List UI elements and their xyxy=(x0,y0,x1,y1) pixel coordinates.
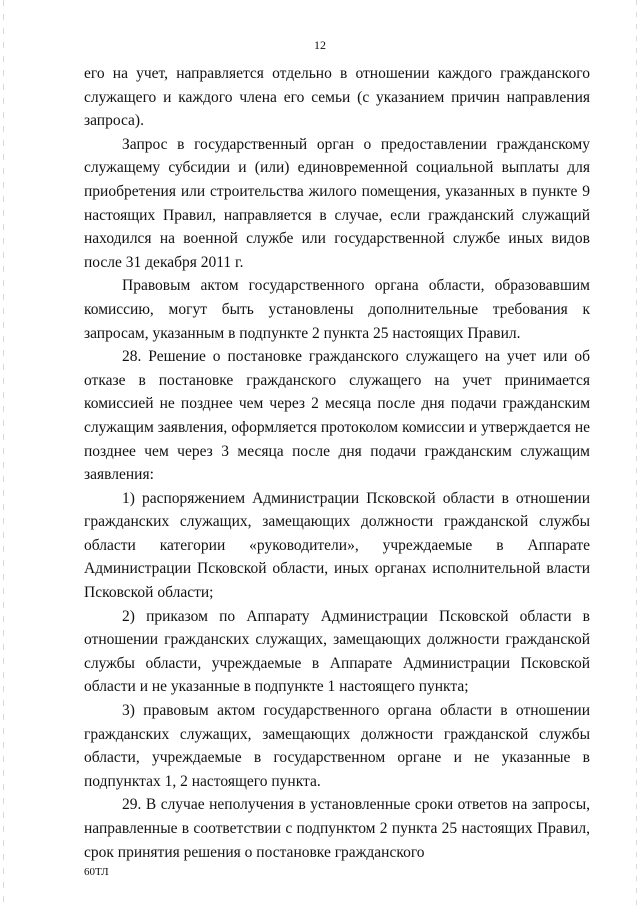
document-body xyxy=(84,62,590,864)
footer-code: 60ТЛ xyxy=(84,866,109,878)
paragraph-item-28-2: 2) приказом по Аппарату Администрации Псковской области в отношении гражданских служащих, замещающих должности гражданской службы области, учреждаемые в Аппарате Администрации Псковской области и не указанные в подпункте 1 настоящего пункта; xyxy=(84,607,590,696)
scan-edge-right xyxy=(636,0,637,905)
paragraph-item-28-1: 1) распоряжением Администрации Псковской области в отношении гражданских служащих, замещающих должности гражданской службы области категории «руководители», учреждаемые в Аппарате Администрации Псковской области, иных органах исполнительной власти Псковской области; xyxy=(84,489,590,602)
paragraph-legal-act: Правовым актом государственного органа области, образовавшим комиссию, могут быть установлены дополнительные требования к запросам, указанным в подпункте 2 пункта 25 настоящих Правил. xyxy=(84,277,590,342)
paragraph-item-28-3: 3) правовым актом государственного органа области в отношении гражданских служащих, замещающих должности гражданской службы области, учреждаемые в государственном органе и не указанные в подпунктах 1, 2 настоящего пункта. xyxy=(84,702,590,790)
paragraph-item-28: 28. Решение о постановке гражданского служащего на учет или об отказе в постановке гражданского служащего на учет принимается комиссией не позднее чем через 2 месяца после дня подачи гражданским служащим заявления, оформляется протоколом комиссии и утверждается не позднее чем через 3 месяца после дня подачи гражданским служащим заявления: xyxy=(84,348,590,484)
paragraph-item-29: 29. В случае неполучения в установленные сроки ответов на запросы, направленные в соответствии с подпунктом 2 пункта 25 настоящих Правил, срок принятия решения о постановке гражданского xyxy=(84,796,590,861)
page-number: 12 xyxy=(314,38,326,52)
paragraph-request: Запрос в государственный орган о предоставлении гражданскому служащему субсидии и (или) единовременной социальной выплаты для приобретения или строительства жилого помещения, указанных в пункте 9 настоящих Правил, направляется в случае, если гражданский служащий находился на военной службе или государственной службе иных видов после 31 декабря 2011 г. xyxy=(84,135,590,271)
paragraph-continuation: его на учет, направляется отдельно в отношении каждого гражданского служащего и каждого члена его семьи (с указанием причин направления запроса). xyxy=(84,65,590,130)
scan-edge-left xyxy=(3,0,4,905)
